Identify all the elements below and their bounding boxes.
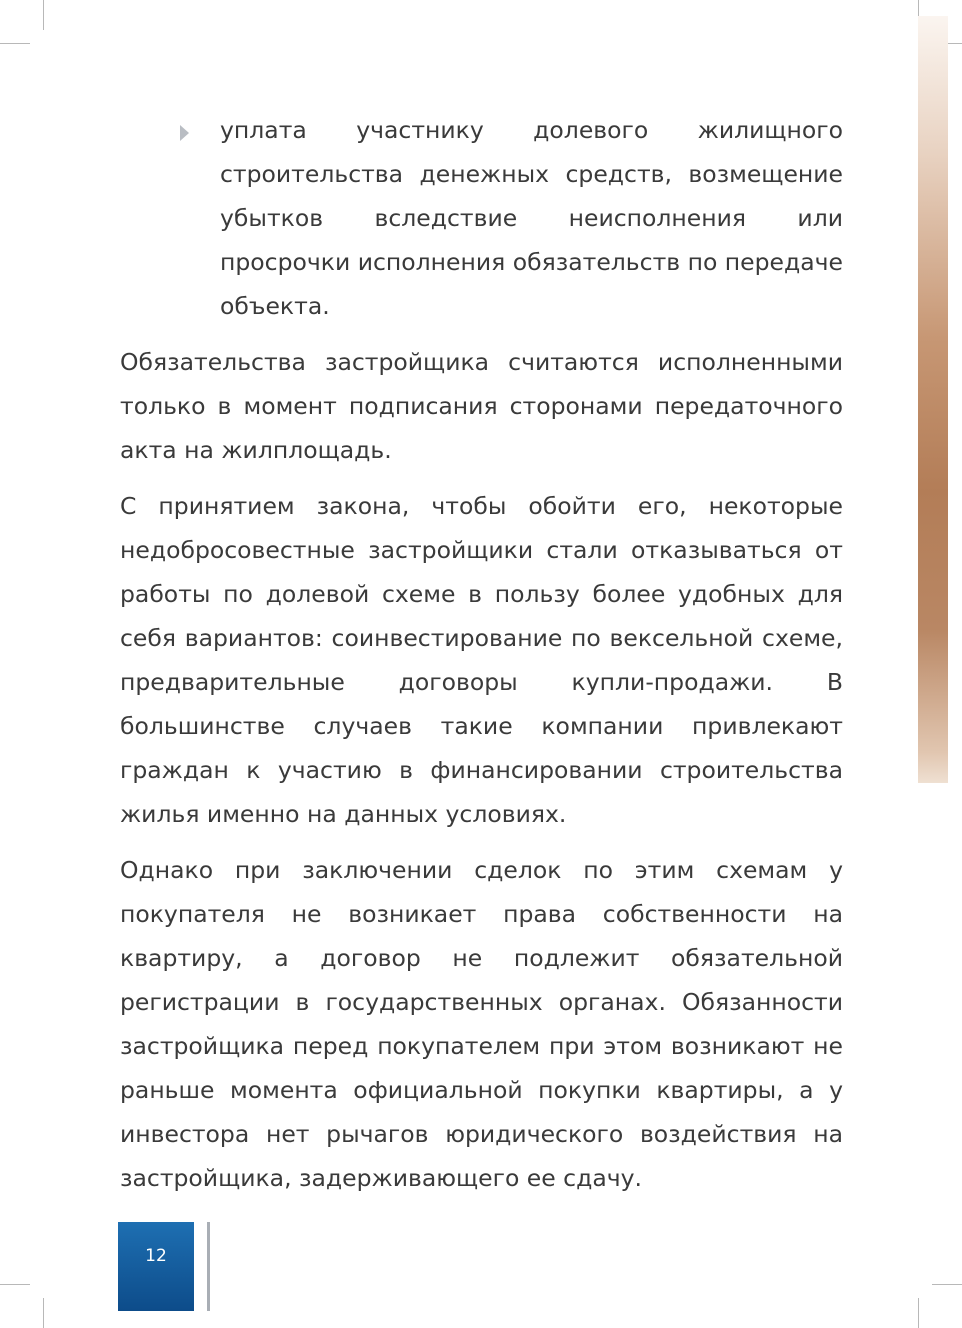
- bullet-text: уплата участнику долевого жилищного строительства денежных средств, возмещение убытков вследствие неисполнения или просрочки исполнения обязательств по передаче объекта.: [220, 116, 843, 320]
- crop-mark-bottom-left-v: [43, 1298, 44, 1328]
- page-body: [120, 108, 843, 1212]
- paragraph-3: Однако при заключении сделок по этим схемам у покупателя не возникает права собственности на квартиру, а договор не подлежит обязательной регистрации в государственных органах. Обязанности застройщика перед покупателем при этом возникают не раньше момента официальной покупки квартиры, а у инвестора нет рычагов юридического воздействия на застройщика, задерживающего ее сдачу.: [120, 856, 843, 1192]
- crop-mark-top-left-h: [0, 43, 30, 44]
- page-number-box: [118, 1222, 194, 1311]
- paragraph-1: Обязательства застройщика считаются исполненными только в момент подписания сторонами передаточного акта на жилплощадь.: [120, 348, 843, 464]
- paragraph-2: С принятием закона, чтобы обойти его, некоторые недобросовестные застройщики стали отказываться от работы по долевой схеме в пользу более удобных для себя вариантов: соинвестирование по вексельной схеме, предварительные договоры купли-продажи. В большинстве случаев такие компании привлекают граждан к участию в финансировании строительства жилья именно на данных условиях.: [120, 492, 843, 828]
- crop-mark-bottom-right-v: [918, 1298, 919, 1328]
- crop-mark-bottom-right-h: [932, 1284, 962, 1285]
- decorative-side-band: [918, 16, 948, 783]
- crop-mark-bottom-left-h: [0, 1284, 30, 1285]
- page-number: 12: [145, 1246, 167, 1266]
- bullet-list-item: [120, 108, 843, 328]
- page-number-divider: [207, 1222, 210, 1311]
- crop-mark-top-left-v: [43, 0, 44, 30]
- bullet-arrow-icon: [180, 125, 189, 141]
